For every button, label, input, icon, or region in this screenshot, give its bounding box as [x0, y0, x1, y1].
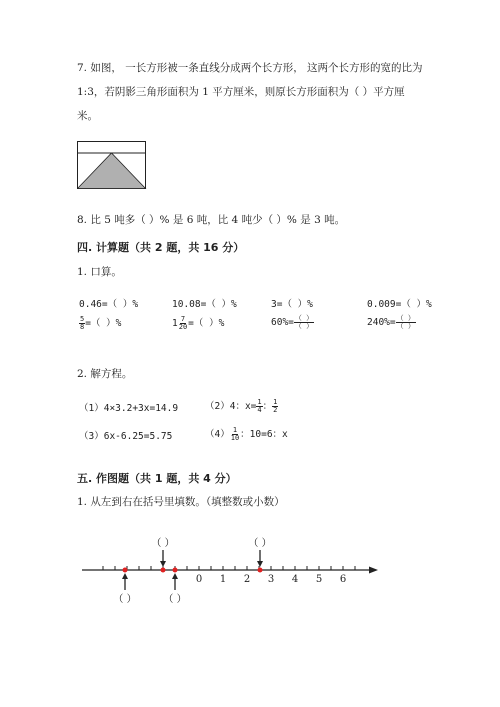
number-line-figure	[78, 530, 388, 610]
arrow-down-icon	[257, 561, 263, 567]
arrow-up-icon	[122, 573, 128, 579]
tick-label: 5	[315, 574, 323, 585]
arrow-up-icon	[172, 573, 178, 579]
fraction: $\frac{5}{8}$	[80, 315, 85, 331]
point-d	[258, 568, 263, 573]
oral-title: 1. 口算。	[77, 266, 122, 278]
rectangle-figure	[77, 141, 147, 191]
equation-2: （2）4：x= $\frac{1}{4}$ ： $\frac{1}{2}$	[205, 398, 278, 414]
q8-text: 8. 比 5 吨多（ ）% 是 6 吨，比 4 吨少（ ）% 是 3 吨。	[77, 214, 346, 226]
tick-label: 1	[219, 574, 227, 585]
fraction: $\frac{7}{20}$	[178, 315, 188, 331]
answer-blank-d: （ ）	[248, 538, 272, 549]
arrow-down-icon	[160, 561, 166, 567]
answer-blank-b: （ ）	[151, 538, 175, 549]
point-c	[173, 568, 178, 573]
q7-line2: 1:3，若阴影三角形面积为 1 平方厘米，则原长方形面积为（ ）平方厘	[77, 86, 405, 98]
oral-r1-d: 0.009=（ ）%	[367, 299, 432, 310]
oral-r2-c: 60%= $\frac{( )}{( )}$	[271, 314, 314, 330]
equation-1: （1）4×3.2+3x=14.9	[79, 403, 179, 414]
fraction: $\frac{1}{2}$	[273, 398, 278, 414]
fraction: $\frac{1}{4}$	[257, 398, 262, 414]
equations-title: 2. 解方程。	[77, 368, 133, 380]
oral-r2-d: 240%= $\frac{( )}{( )}$	[367, 314, 415, 330]
tick-labels	[196, 574, 346, 585]
q7-line3: 米。	[77, 110, 98, 122]
oral-r1-b: 10.08=（ ）%	[172, 299, 237, 310]
tick-label: 6	[339, 574, 347, 585]
equation-3: （3）6x-6.25=5.75	[79, 431, 173, 442]
tick-label: 2	[243, 574, 251, 585]
axis-arrow-icon	[369, 567, 378, 574]
fraction: $\frac{( )}{( )}$	[396, 314, 415, 330]
oral-r1-c: 3=（ ）%	[271, 299, 313, 310]
point-b	[161, 568, 166, 573]
tick-label: 4	[291, 574, 299, 585]
section5-heading: 五. 作图题（共 1 题，共 4 分）	[77, 472, 237, 485]
q7-line1: 7. 如图， 一长方形被一条直线分成两个长方形， 这两个长方形的宽的比为	[77, 62, 423, 74]
fraction: $\frac{1}{10}$	[230, 426, 240, 442]
equation-4: （4） $\frac{1}{10}$ ：10=6：x	[205, 426, 288, 442]
answer-blank-c: （ ）	[163, 594, 187, 605]
section4-heading: 四. 计算题（共 2 题，共 16 分）	[77, 241, 245, 254]
answer-blank-a: （ ）	[113, 594, 137, 605]
tick-label: 3	[267, 574, 275, 585]
tick-label: 0	[195, 574, 203, 585]
oral-r2-b: 1 $\frac{7}{20}$ =（ ）%	[172, 315, 225, 331]
oral-r2-a: $\frac{5}{8}$ =（ ）%	[80, 315, 122, 331]
drawing-title: 1. 从左到右在括号里填数。（填整数或小数）	[77, 496, 285, 508]
oral-r1-a: 0.46=（ ）%	[79, 299, 139, 310]
fraction: $\frac{( )}{( )}$	[294, 314, 314, 330]
point-a	[123, 568, 128, 573]
